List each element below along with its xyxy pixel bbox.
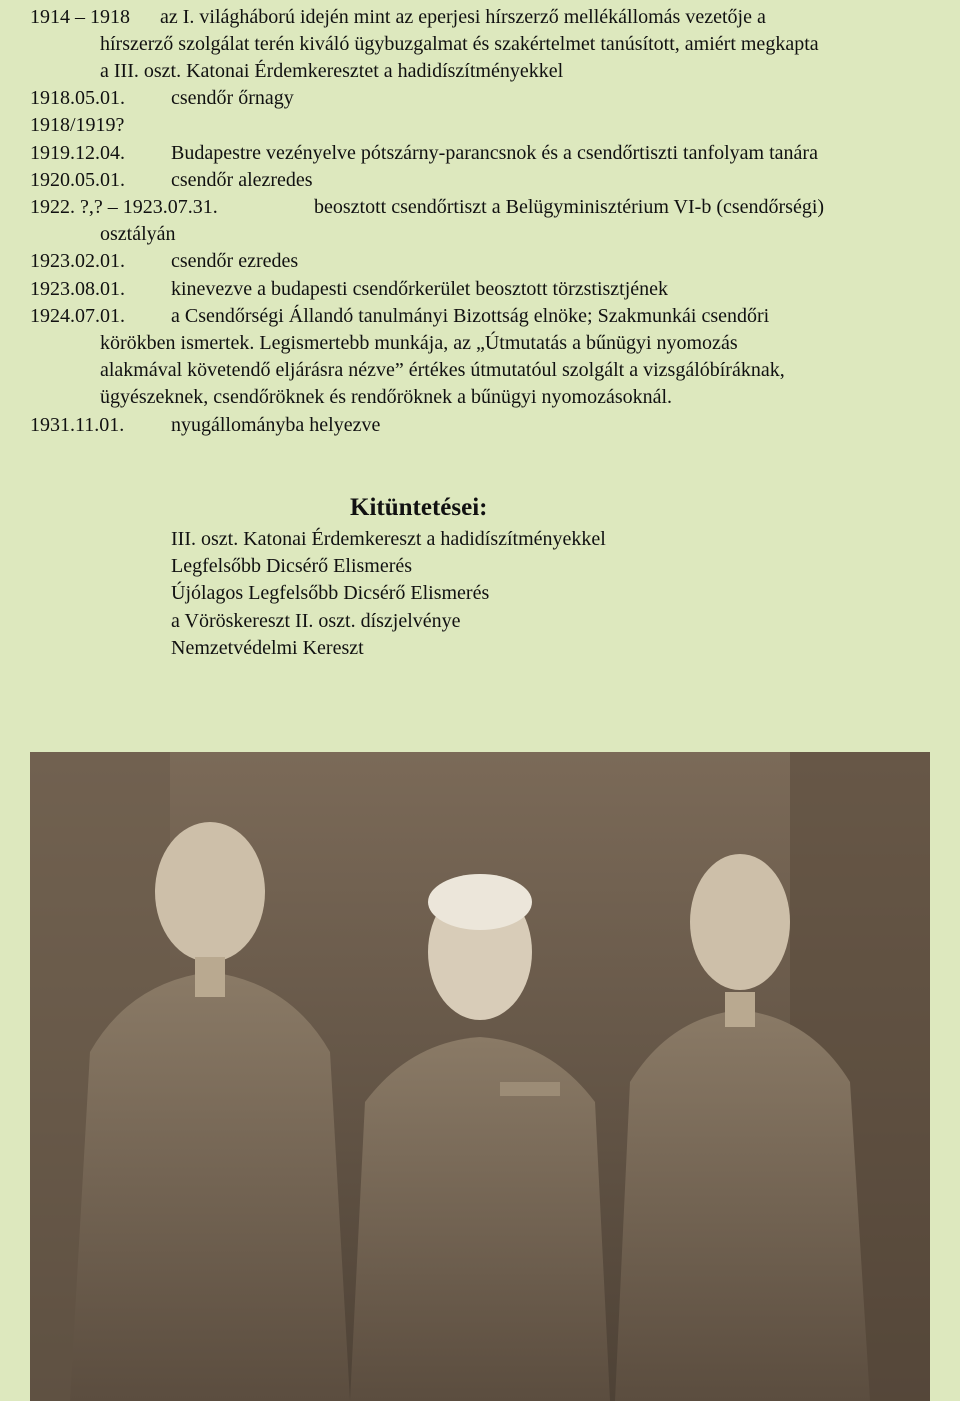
career-text: beosztott csendőrtiszt a Belügyminisztérium VI-b (csendőrségi) (314, 196, 825, 218)
career-text: körökben ismertek. Legismertebb munkája, az „Útmutatás a bűnügyi nyomozás (100, 332, 738, 354)
career-text: Budapestre vezényelve pótszárny-parancsnok és a csendőrtiszti tanfolyam tanára (171, 142, 818, 164)
career-date: 1923.02.01. (30, 250, 125, 272)
career-text: hírszerző szolgálat terén kiváló ügybuzgalmat és szakértelmet tanúsított, amiért megkapta (100, 33, 819, 55)
career-text: csendőr ezredes (171, 250, 299, 272)
career-date: 1918/1919? (30, 114, 125, 136)
career-text: a Csendőrségi Állandó tanulmányi Bizottság elnöke; Szakmunkái csendőri (171, 305, 770, 327)
awards-title: Kitüntetései: (350, 494, 488, 521)
portrait-photo (30, 752, 930, 1401)
career-text: osztályán (100, 223, 176, 245)
career-text: a III. oszt. Katonai Érdemkeresztet a hadidíszítményekkel (100, 60, 564, 82)
award-item: a Vöröskereszt II. oszt. díszjelvénye (171, 610, 461, 632)
award-item: Újólagos Legfelsőbb Dicsérő Elismerés (171, 582, 490, 604)
career-text: ügyészeknek, csendőröknek és rendőröknek a bűnügyi nyomozásoknál. (100, 386, 673, 408)
career-text: alakmával követendő eljárásra nézve” értékes útmutatóul szolgált a vizsgálóbíráknak, (100, 359, 785, 381)
career-date: 1923.08.01. (30, 278, 125, 300)
career-date: 1920.05.01. (30, 169, 125, 191)
career-date: 1931.11.01. (30, 414, 125, 436)
career-date: 1914 – 1918 (30, 6, 130, 28)
award-item: III. oszt. Katonai Érdemkereszt a hadidíszítményekkel (171, 528, 606, 550)
career-text: nyugállományba helyezve (171, 414, 381, 436)
award-item: Legfelsőbb Dicsérő Elismerés (171, 555, 413, 577)
career-text: csendőr őrnagy (171, 87, 294, 109)
career-text: kinevezve a budapesti csendőrkerület beosztott törzstisztjének (171, 278, 669, 300)
career-text: az I. világháború idején mint az eperjesi hírszerző mellékállomás vezetője a (160, 6, 766, 28)
career-text: csendőr alezredes (171, 169, 313, 191)
career-date: 1922. ?,? – 1923.07.31. (30, 196, 218, 218)
photo-illustration (30, 752, 930, 1401)
career-date: 1918.05.01. (30, 87, 125, 109)
career-date: 1919.12.04. (30, 142, 125, 164)
award-item: Nemzetvédelmi Kereszt (171, 637, 364, 659)
career-date: 1924.07.01. (30, 305, 125, 327)
